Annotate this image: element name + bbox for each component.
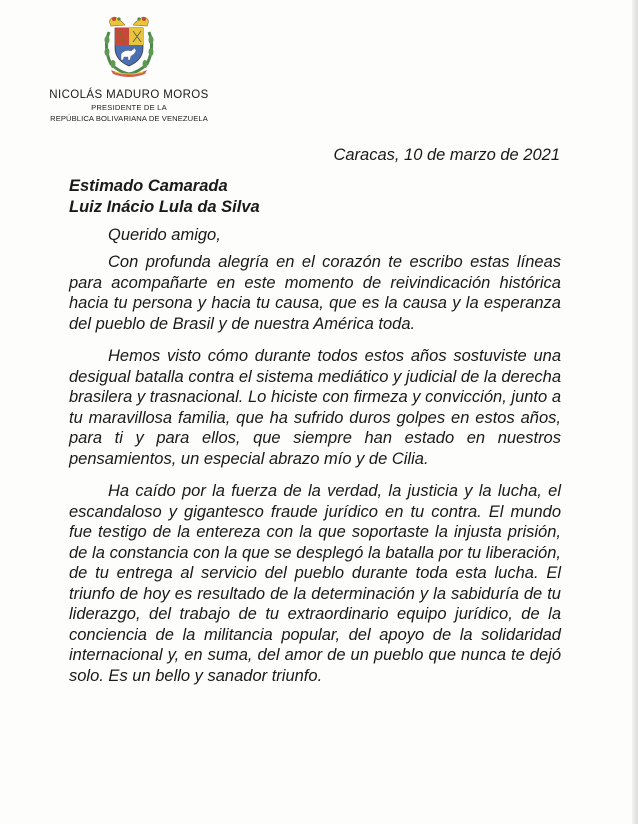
salutation-line-1: Estimado Camarada	[69, 177, 228, 195]
salutation	[69, 176, 260, 218]
letterhead-country: REPÚBLICA BOLIVARIANA DE VENEZUELA	[50, 114, 208, 123]
paragraph-2: Hemos visto cómo durante todos estos años sostuviste una desigual batalla contra el sistema mediático y judicial de la derecha brasilera y trasnacional. Lo hiciste con firmeza y convicción, junto a tu maravillosa familia, que ha sufrido duros golpes en estos años, para ti y para ellos, que siempre han estado en nuestros pensamientos, un especial abrazo mío y de Cilia.	[69, 347, 561, 468]
venezuela-coat-of-arms-icon	[101, 14, 157, 78]
greeting: Querido amigo,	[108, 226, 221, 244]
paragraph-3: Ha caído por la fuerza de la verdad, la justicia y la lucha, el escandaloso y gigantesco fraude jurídico en tu contra. El mundo fue testigo de la entereza con la que soportaste la injusta prisión, de la constancia con la que se desplegó la batalla por tu liberación, de tu entrega al servicio del pueblo durante toda esta lucha. El triunfo de hoy es resultado de la determinación y la sabiduría de tu liderazgo, del trabajo de tu extraordinario equipo jurídico, de la conciencia de la militancia popular, del apoyo de la solidaridad internacional y, en suma, del amor de un pueblo que nunca te dejó solo. Es un bello y sanador triunfo.	[69, 482, 561, 685]
salutation-line-2: Luiz Inácio Lula da Silva	[69, 198, 260, 216]
letterhead	[40, 14, 218, 123]
paragraph-1: Con profunda alegría en el corazón te escribo estas líneas para acompañarte en este momento de reivindicación histórica hacia tu persona y hacia tu causa, que es la causa y la esperanza del pueblo de Brasil y de nuestra América toda.	[69, 253, 561, 333]
page-edge-shadow	[632, 0, 638, 824]
letterhead-name: NICOLÁS MADURO MOROS	[49, 89, 209, 101]
letter-body	[69, 252, 561, 698]
place-date: Caracas, 10 de marzo de 2021	[333, 146, 560, 164]
letterhead-title: PRESIDENTE DE LA	[91, 103, 167, 112]
